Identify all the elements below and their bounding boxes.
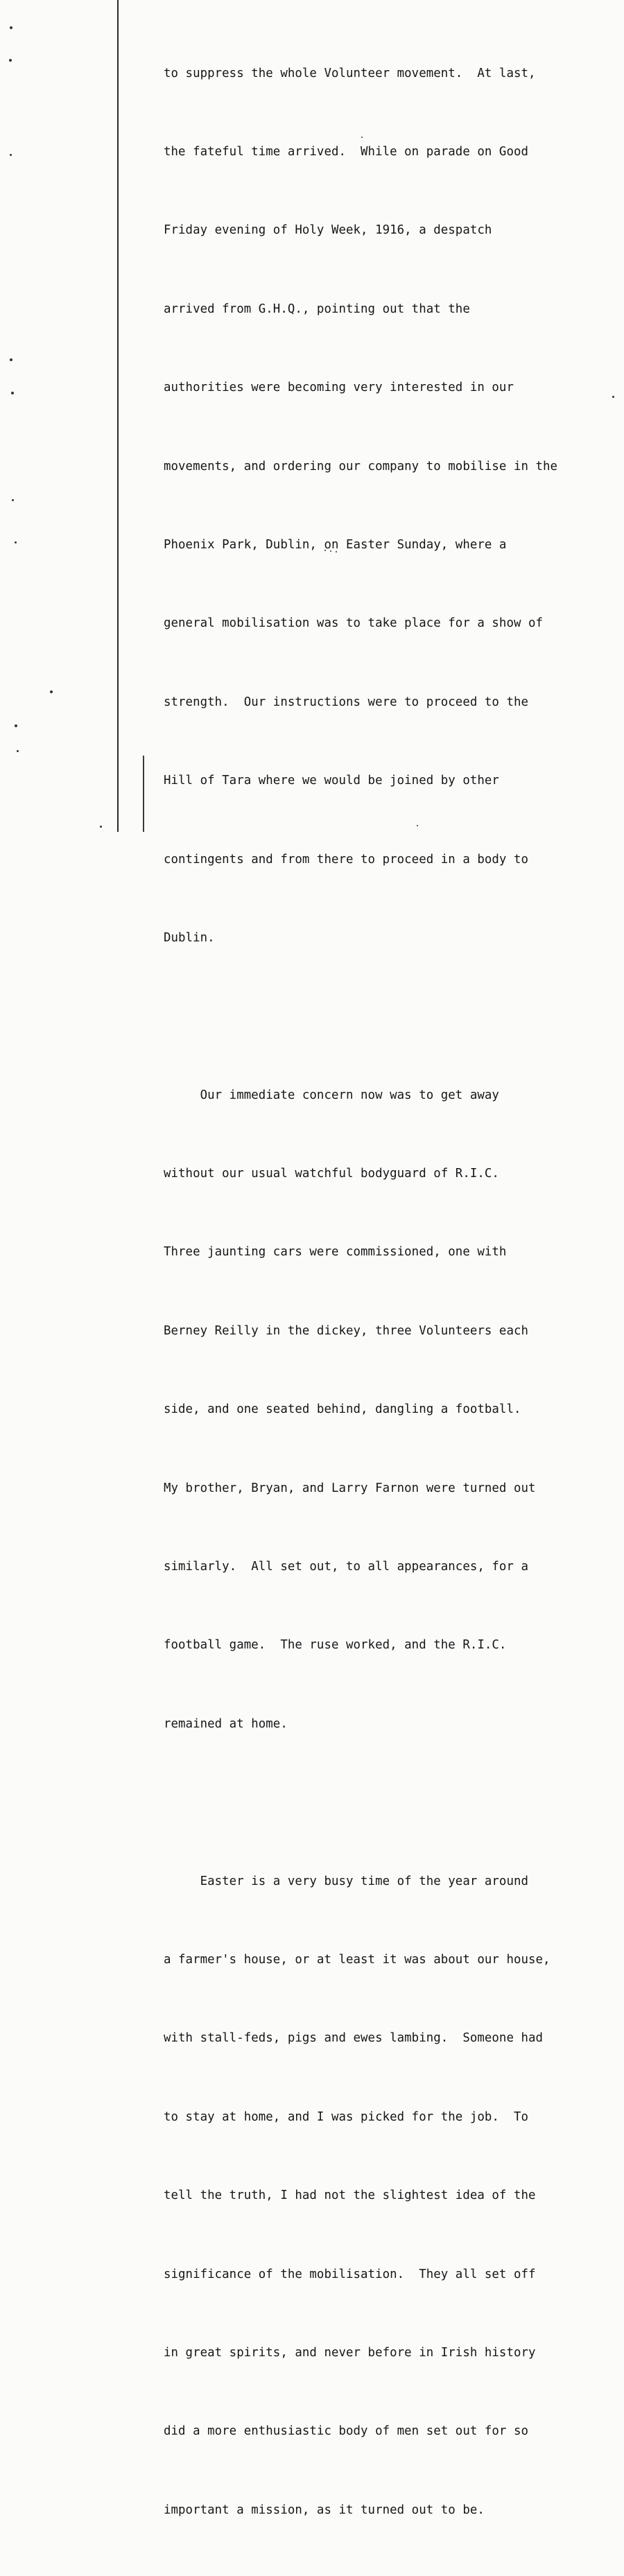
text-line: Hill of Tara where we would be joined by other bbox=[164, 774, 499, 788]
text-line: without our usual watchful bodyguard of R.I.C. bbox=[164, 1167, 499, 1181]
text-line: Berney Reilly in the dickey, three Volunteers each bbox=[164, 1323, 529, 1338]
text-line: Friday evening of Holy Week, 1916, a despatch bbox=[164, 223, 492, 238]
paragraph-3 bbox=[164, 1816, 593, 2576]
scan-speck bbox=[10, 26, 12, 29]
text-line: Dublin. bbox=[164, 930, 215, 945]
text-line: to suppress the whole Volunteer movement. At last, bbox=[164, 66, 536, 80]
scan-speck bbox=[100, 826, 102, 828]
text-line: My brother, Bryan, and Larry Farnon were turned out bbox=[164, 1481, 536, 1495]
text-line: tell the truth, I had not the slightest idea of the bbox=[164, 2188, 536, 2203]
text-line: Phoenix Park, Dublin, on Easter Sunday, where a bbox=[164, 537, 507, 552]
text-line: to stay at home, and I was picked for the job. To bbox=[164, 2109, 529, 2124]
scan-speck bbox=[50, 690, 53, 693]
text-line: movements, and ordering our company to mobilise in the bbox=[164, 459, 558, 473]
text-line: arrived from G.H.Q., pointing out that the bbox=[164, 302, 470, 316]
text-line: significance of the mobilisation. They all set off bbox=[164, 2267, 536, 2281]
text-line: side, and one seated behind, dangling a football. bbox=[164, 1402, 521, 1417]
text-line: football game. The ruse worked, and the R.I.C. bbox=[164, 1638, 507, 1653]
text-line: authorities were becoming very interested in our bbox=[164, 381, 514, 395]
text-line: did a more enthusiastic body of men set out for so bbox=[164, 2424, 529, 2439]
margin-rule bbox=[117, 0, 119, 832]
text-line: important a mission, as it turned out to be. bbox=[164, 2503, 485, 2517]
text-line: Three jaunting cars were commissioned, one with bbox=[164, 1245, 507, 1260]
text-line: in great spirits, and never before in Irish history bbox=[164, 2345, 536, 2360]
scan-speck bbox=[15, 541, 17, 543]
text-line: similarly. All set out, to all appearances, for a bbox=[164, 1560, 529, 1574]
text-line: Easter is a very busy time of the year around bbox=[164, 1874, 529, 1888]
scan-speck bbox=[10, 358, 12, 361]
paragraph-2 bbox=[164, 1030, 593, 1790]
text-line: a farmer's house, or at least it was about our house, bbox=[164, 1952, 551, 1967]
scan-speck bbox=[11, 392, 14, 394]
text-line: remained at home. bbox=[164, 1716, 288, 1731]
scan-speck bbox=[9, 59, 12, 62]
scan-speck bbox=[15, 724, 17, 727]
scan-speck bbox=[12, 499, 14, 501]
scan-speck bbox=[17, 750, 19, 752]
text-line: Our immediate concern now was to get away bbox=[164, 1088, 499, 1102]
scan-speck bbox=[612, 396, 614, 398]
page-text bbox=[164, 8, 593, 2576]
margin-rule-lower bbox=[143, 756, 144, 832]
text-line: with stall-feds, pigs and ewes lambing. Someone had bbox=[164, 2031, 544, 2046]
text-line: strength. Our instructions were to proceed to the bbox=[164, 695, 529, 709]
text-line: general mobilisation was to take place for a show of bbox=[164, 616, 544, 631]
text-line: contingents and from there to proceed in a body to bbox=[164, 852, 529, 867]
text-line: the fateful time arrived. While on parade on Good bbox=[164, 144, 529, 159]
paragraph-1 bbox=[164, 8, 593, 1004]
scan-speck bbox=[10, 154, 12, 156]
